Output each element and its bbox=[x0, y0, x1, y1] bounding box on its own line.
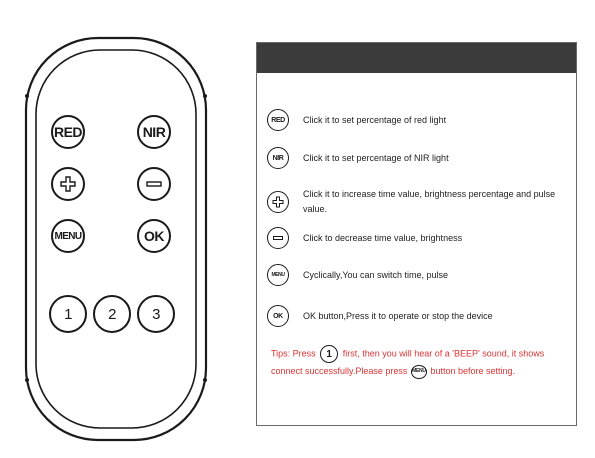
menu-icon: MENU bbox=[411, 365, 427, 379]
remote-outline bbox=[0, 0, 240, 458]
nir-button[interactable]: NIR bbox=[137, 115, 171, 149]
instruction-row-red bbox=[267, 109, 561, 131]
number-1-button[interactable]: 1 bbox=[49, 295, 87, 333]
instruction-row-nir bbox=[267, 147, 561, 169]
instruction-text: Click it to set percentage of red light bbox=[303, 114, 447, 125]
number-2-button[interactable]: 2 bbox=[93, 295, 131, 333]
plus-button[interactable] bbox=[51, 167, 85, 201]
minus-button[interactable] bbox=[137, 167, 171, 201]
nir-icon: NIR bbox=[267, 147, 289, 169]
panel-header-bar bbox=[257, 43, 576, 73]
red-icon: RED bbox=[267, 109, 289, 131]
red-button[interactable]: RED bbox=[51, 115, 85, 149]
menu-button[interactable]: MENU bbox=[51, 219, 85, 253]
menu-icon: MENU bbox=[267, 264, 289, 286]
instruction-text: Click to decrease time value, brightness bbox=[303, 232, 463, 243]
instruction-text: Click it to increase time value, brightness percentage and pulse value. bbox=[303, 189, 556, 214]
instruction-panel bbox=[256, 42, 577, 426]
instruction-text: Cyclically,You can switch time, pulse bbox=[303, 269, 449, 280]
tips-text: Tips: Press 1 first, then you will hear of a 'BEEP' sound, it shows connect successfully.Please press MENU button before setting. bbox=[271, 345, 567, 380]
plus-icon bbox=[267, 191, 289, 213]
minus-icon bbox=[145, 175, 163, 193]
ok-icon: OK bbox=[267, 305, 289, 327]
instruction-row-minus bbox=[267, 227, 561, 249]
number-3-button[interactable]: 3 bbox=[137, 295, 175, 333]
instruction-text: Click it to set percentage of NIR light bbox=[303, 152, 449, 163]
number-1-icon: 1 bbox=[320, 345, 338, 363]
instruction-row-menu bbox=[267, 264, 561, 286]
ok-button[interactable]: OK bbox=[137, 219, 171, 253]
plus-icon bbox=[59, 175, 77, 193]
instruction-text: OK button,Press it to operate or stop the device bbox=[303, 310, 493, 321]
instruction-row-plus bbox=[267, 187, 561, 217]
instruction-row-ok bbox=[267, 305, 561, 327]
minus-icon bbox=[267, 227, 289, 249]
